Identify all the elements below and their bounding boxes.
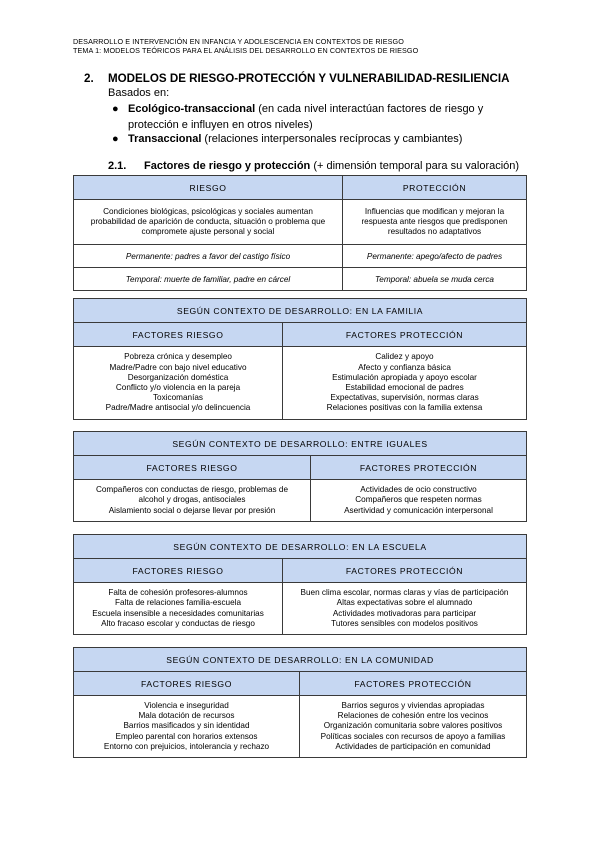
- risk-definition: Condiciones biológicas, psicológicas y sociales aumentan probabilidad de aparición de conducta, situación o problema que compromete ajuste personal y social: [74, 200, 343, 245]
- context-table-iguales: [73, 431, 527, 522]
- bullet-bold-term: Ecológico-transaccional: [128, 103, 256, 115]
- factor-item: Políticas sociales con recursos de apoyo a familias: [320, 731, 506, 741]
- protection-factors-header: FACTORES PROTECCIÓN: [311, 456, 527, 480]
- factor-item: Compañeros con conductas de riesgo, problemas de alcohol y drogas, antisociales: [95, 485, 289, 505]
- factor-item: Relaciones de cohesión entre los vecinos: [337, 711, 489, 721]
- based-on-label: Basados en:: [108, 87, 170, 99]
- factor-item: Relaciones positivas con la familia extensa: [326, 403, 483, 413]
- context-title: SEGÚN CONTEXTO DE DESARROLLO: ENTRE IGUALES: [74, 432, 527, 456]
- factor-item: Escuela insensible a necesidades comunitarias: [92, 608, 264, 618]
- factor-item: Actividades de participación en comunidad: [335, 741, 491, 751]
- section-title: [84, 72, 510, 85]
- bullet-description: (en cada nivel interactúan factores de riesgo y protección e influyen en otros niveles): [128, 103, 484, 131]
- bullet-ecologico: [112, 101, 518, 133]
- factor-item: Conflicto y/o violencia en la pareja: [115, 383, 241, 392]
- risk-factors-list: [74, 347, 283, 420]
- factor-item: Madre/Padre con bajo nivel educativo: [109, 362, 247, 372]
- factor-item: Actividades motivadoras para participar: [332, 608, 477, 618]
- factor-item: Violencia e inseguridad: [144, 700, 229, 710]
- protection-factors-header: FACTORES PROTECCIÓN: [283, 559, 527, 583]
- factor-item: Actividades de ocio constructivo: [360, 485, 477, 495]
- protection-temporal-example: Temporal: abuela se muda cerca: [343, 268, 527, 291]
- factor-item: Desorganización doméstica: [127, 372, 229, 382]
- factor-item: Calidez y apoyo: [375, 352, 434, 362]
- document-header-line2: TEMA 1: MODELOS TEÓRICOS PARA EL ANÁLISIS DEL DESARROLLO EN CONTEXTOS DE RIESGO: [73, 46, 419, 55]
- factor-item: Asertividad y comunicación interpersonal: [344, 505, 493, 515]
- factor-item: Compañeros que respeten normas: [355, 495, 482, 505]
- factor-item: Tutores sensibles con modelos positivos: [331, 618, 478, 628]
- risk-header: RIESGO: [74, 176, 343, 200]
- risk-factors-list: [74, 583, 283, 635]
- bullet-description: (relaciones interpersonales recíprocas y cambiantes): [201, 133, 463, 145]
- factor-item: Afecto y confianza básica: [358, 362, 451, 372]
- context-title: SEGÚN CONTEXTO DE DESARROLLO: EN LA ESCUELA: [74, 535, 527, 559]
- factor-item: Organización comunitaria sobre valores positivos: [323, 721, 503, 731]
- bullet-icon: ●: [112, 103, 119, 115]
- factor-item: Alto fracaso escolar y conductas de riesgo: [101, 618, 255, 628]
- risk-factors-header: FACTORES RIESGO: [74, 672, 300, 696]
- subsection-number: 2.1.: [108, 160, 127, 172]
- factor-item: Buen clima escolar, normas claras y vías de participación: [300, 588, 509, 598]
- factor-item: Aislamiento social o dejarse llevar por presión: [108, 505, 276, 515]
- document-header-line1: DESARROLLO E INTERVENCIÓN EN INFANCIA Y ADOLESCENCIA EN CONTEXTOS DE RIESGO: [73, 37, 404, 46]
- factor-item: Pobreza crónica y desempleo: [124, 352, 232, 362]
- factor-item: Barrios masificados y sin identidad: [123, 721, 250, 731]
- factor-item: Toxicomanías: [152, 393, 204, 403]
- subsection-title: [108, 160, 519, 172]
- protection-factors-header: FACTORES PROTECCIÓN: [300, 672, 527, 696]
- bullet-transaccional: [112, 131, 518, 147]
- bullet-bold-term: Transaccional: [128, 133, 202, 145]
- factor-item: Entorno con prejuicios, intolerancia y rechazo: [103, 741, 270, 751]
- subsection-note: (+ dimensión temporal para su valoración): [310, 160, 520, 172]
- bullet-icon: ●: [112, 133, 119, 145]
- context-table-familia: [73, 298, 527, 420]
- context-table-escuela: [73, 534, 527, 635]
- context-title: SEGÚN CONTEXTO DE DESARROLLO: EN LA COMUNIDAD: [74, 648, 527, 672]
- risk-temporal-example: Temporal: muerte de familiar, padre en cárcel: [74, 268, 343, 291]
- protection-factors-header: FACTORES PROTECCIÓN: [283, 323, 527, 347]
- protection-permanent-example: Permanente: apego/afecto de padres: [343, 245, 527, 268]
- protection-factors-list: [300, 696, 527, 758]
- protection-header: PROTECCIÓN: [343, 176, 527, 200]
- risk-permanent-example: Permanente: padres a favor del castigo físico: [74, 245, 343, 268]
- factor-item: Mala dotación de recursos: [138, 711, 235, 721]
- risk-factors-list: [74, 696, 300, 758]
- protection-factors-list: [283, 347, 527, 420]
- factor-item: Estabilidad emocional de padres: [345, 383, 464, 392]
- risk-factors-header: FACTORES RIESGO: [74, 559, 283, 583]
- protection-factors-list: [311, 480, 527, 522]
- protection-definition: Influencias que modifican y mejoran la respuesta ante riesgos que predisponen resultados no adaptativos: [343, 200, 527, 245]
- factor-item: Falta de cohesión profesores-alumnos: [108, 588, 248, 598]
- factor-item: Barrios seguros y viviendas apropiadas: [341, 700, 485, 710]
- context-table-comunidad: [73, 647, 527, 758]
- section-title-text: MODELOS DE RIESGO-PROTECCIÓN Y VULNERABILIDAD-RESILIENCIA: [108, 72, 510, 85]
- risk-factors-header: FACTORES RIESGO: [74, 323, 283, 347]
- section-number: 2.: [84, 72, 94, 85]
- factor-item: Empleo parental con horarios extensos: [115, 731, 258, 741]
- factor-item: Estimulación apropiada y apoyo escolar: [332, 372, 477, 382]
- context-title: SEGÚN CONTEXTO DE DESARROLLO: EN LA FAMILIA: [74, 299, 527, 323]
- risk-factors-list: [74, 480, 311, 522]
- protection-factors-list: [283, 583, 527, 635]
- factor-item: Expectativas, supervisión, normas claras: [330, 393, 479, 403]
- factor-item: Padre/Madre antisocial y/o delincuencia: [105, 403, 251, 413]
- factor-item: Altas expectativas sobre el alumnado: [336, 598, 473, 608]
- subsection-title-text: Factores de riesgo y protección: [144, 160, 311, 172]
- risk-factors-header: FACTORES RIESGO: [74, 456, 311, 480]
- factor-item: Falta de relaciones familia-escuela: [114, 598, 242, 608]
- risk-protection-table: [73, 175, 527, 291]
